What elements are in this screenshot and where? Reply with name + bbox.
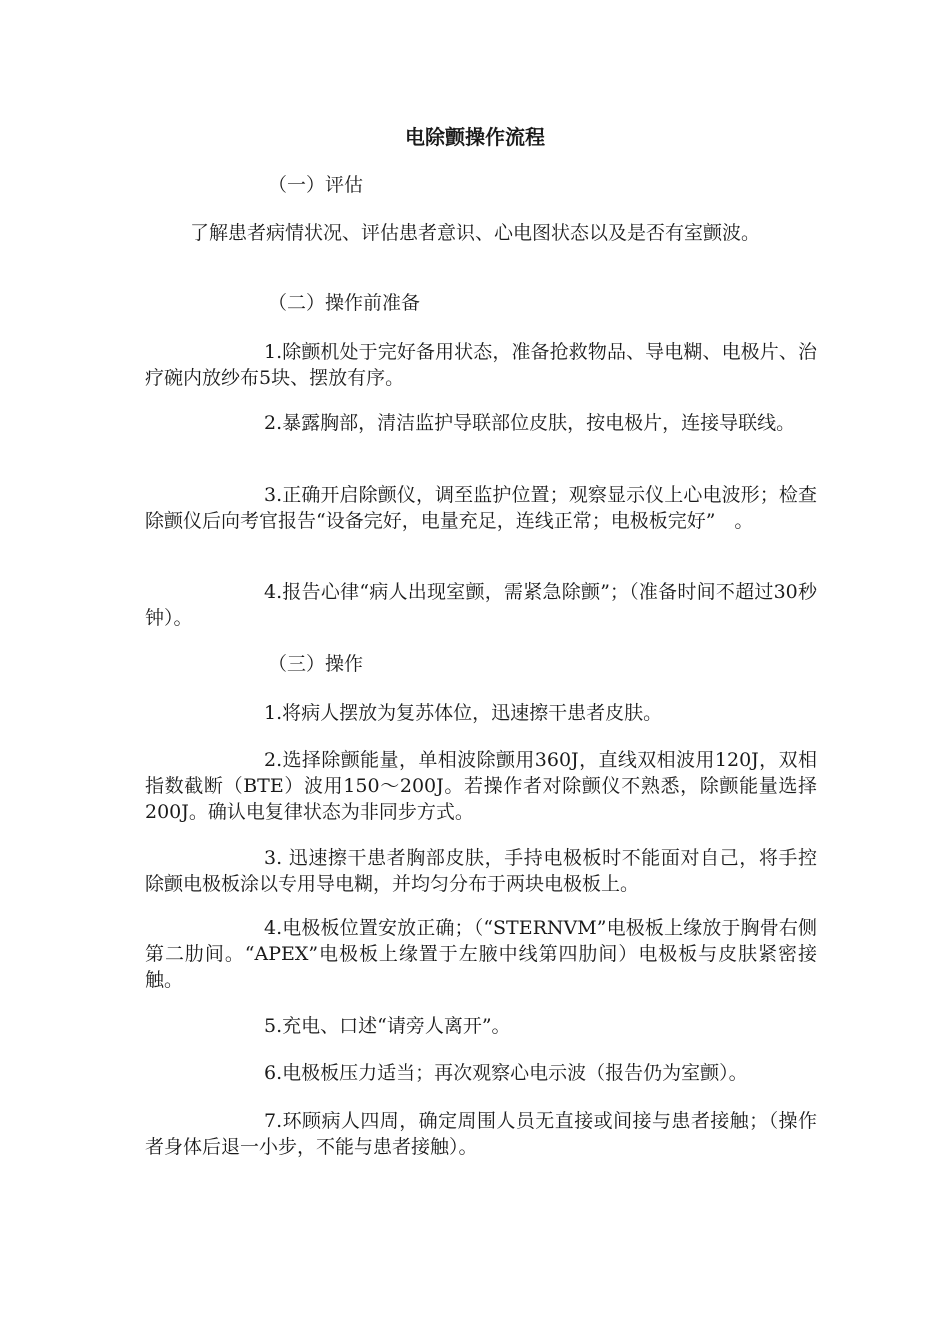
- operation-step: 7.环顾病人四周，确定周围人员无直接或间接与患者接触；（操作者身体后退一小步，不能与患者接触）。: [145, 1110, 817, 1158]
- operation-step: 3. 迅速擦干患者胸部皮肤，手持电极板时不能面对自己，将手控除颤电极板涂以专用导电糊，并均匀分布于两块电极板上。: [145, 847, 817, 895]
- section-heading-operation: （三）操作: [268, 653, 364, 675]
- assessment-paragraph: 了解患者病情状况、评估患者意识、心电图状态以及是否有室颤波。: [190, 222, 761, 244]
- preparation-step: 3.正确开启除颤仪，调至监护位置；观察显示仪上心电波形；检查除颤仪后向考官报告“设备完好，电量充足，连线正常；电极板完好” 。: [145, 484, 817, 532]
- section-heading-preparation: （二）操作前准备: [268, 292, 421, 314]
- section-heading-assessment: （一）评估: [268, 174, 364, 196]
- operation-step: 6.电极板压力适当；再次观察心电示波（报告仍为室颤）。: [264, 1062, 748, 1084]
- operation-step: 4.电极板位置安放正确；（“STERNVM”电极板上缘放于胸骨右侧第二肋间。“APEX”电极板上缘置于左腋中线第四肋间）电极板与皮肤紧密接触。: [145, 917, 817, 991]
- preparation-step: 2.暴露胸部，清洁监护导联部位皮肤，按电极片，连接导联线。: [264, 412, 796, 434]
- preparation-step: 1.除颤机处于完好备用状态，准备抢救物品、导电糊、电极片、治疗碗内放纱布5块、摆放有序。: [145, 341, 817, 389]
- operation-step: 1.将病人摆放为复苏体位，迅速擦干患者皮肤。: [264, 702, 663, 724]
- preparation-step: 4.报告心律“病人出现室颤，需紧急除颤”；（准备时间不超过30秒钟）。: [145, 581, 817, 629]
- operation-step: 5.充电、口述“请旁人离开”。: [264, 1015, 511, 1037]
- document-title: 电除颤操作流程: [405, 125, 545, 149]
- operation-step: 2.选择除颤能量，单相波除颤用360J，直线双相波用120J，双相指数截断（BTE）波用150～200J。若操作者对除颤仪不熟悉，除颤能量选择200J。确认电复律状态为非同步方式。: [145, 749, 817, 823]
